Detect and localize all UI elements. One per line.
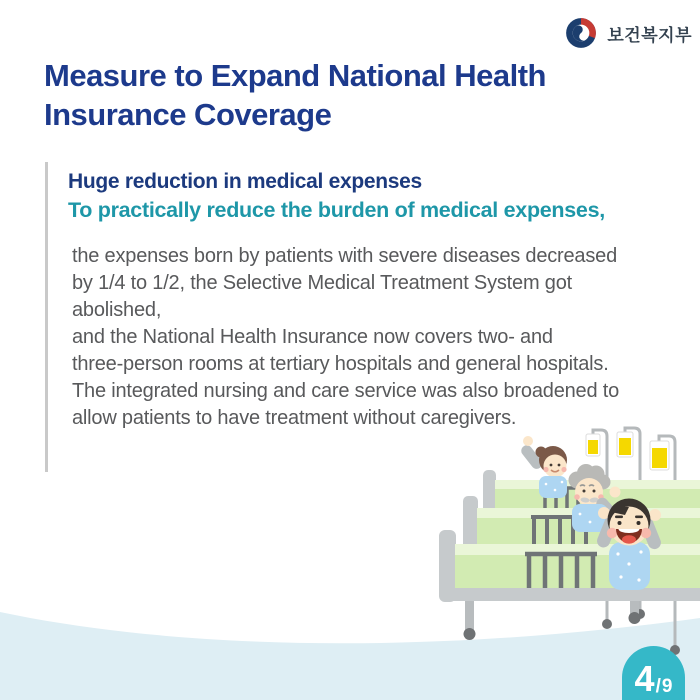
section-heading-secondary: To practically reduce the burden of medical expenses, [68, 198, 605, 222]
section-heading-primary: Huge reduction in medical expenses [68, 170, 422, 193]
page-title: Measure to Expand National Health Insurance Coverage [44, 58, 546, 132]
iv-bag-icon [586, 432, 669, 470]
body-line: the expenses born by patients with severe diseases decreased [72, 245, 618, 267]
hospital-bed-front [439, 530, 700, 640]
page-total: 9 [661, 676, 673, 697]
section-body [68, 243, 670, 432]
korea-government-emblem-icon [564, 16, 598, 50]
ministry-logo [564, 16, 692, 50]
body-line: The integrated nursing and care service was also broadened to [72, 380, 620, 402]
body-line: three-person rooms at tertiary hospitals and general hospitals. [72, 353, 609, 375]
iv-wheel-icon [602, 619, 612, 629]
ministry-name: 보건복지부 [607, 25, 692, 45]
hospital-beds-illustration [425, 412, 700, 662]
page-number-badge [622, 646, 685, 700]
body-line: by 1/4 to 1/2, the Selective Medical Treatment System got [72, 272, 572, 294]
body-line: and the National Health Insurance now covers two- and [72, 326, 553, 348]
page-divider: / [655, 676, 661, 697]
body-line: abolished, [72, 299, 162, 321]
body-line: allow patients to have treatment without caregivers. [72, 407, 517, 429]
page-current: 4 [634, 658, 655, 699]
